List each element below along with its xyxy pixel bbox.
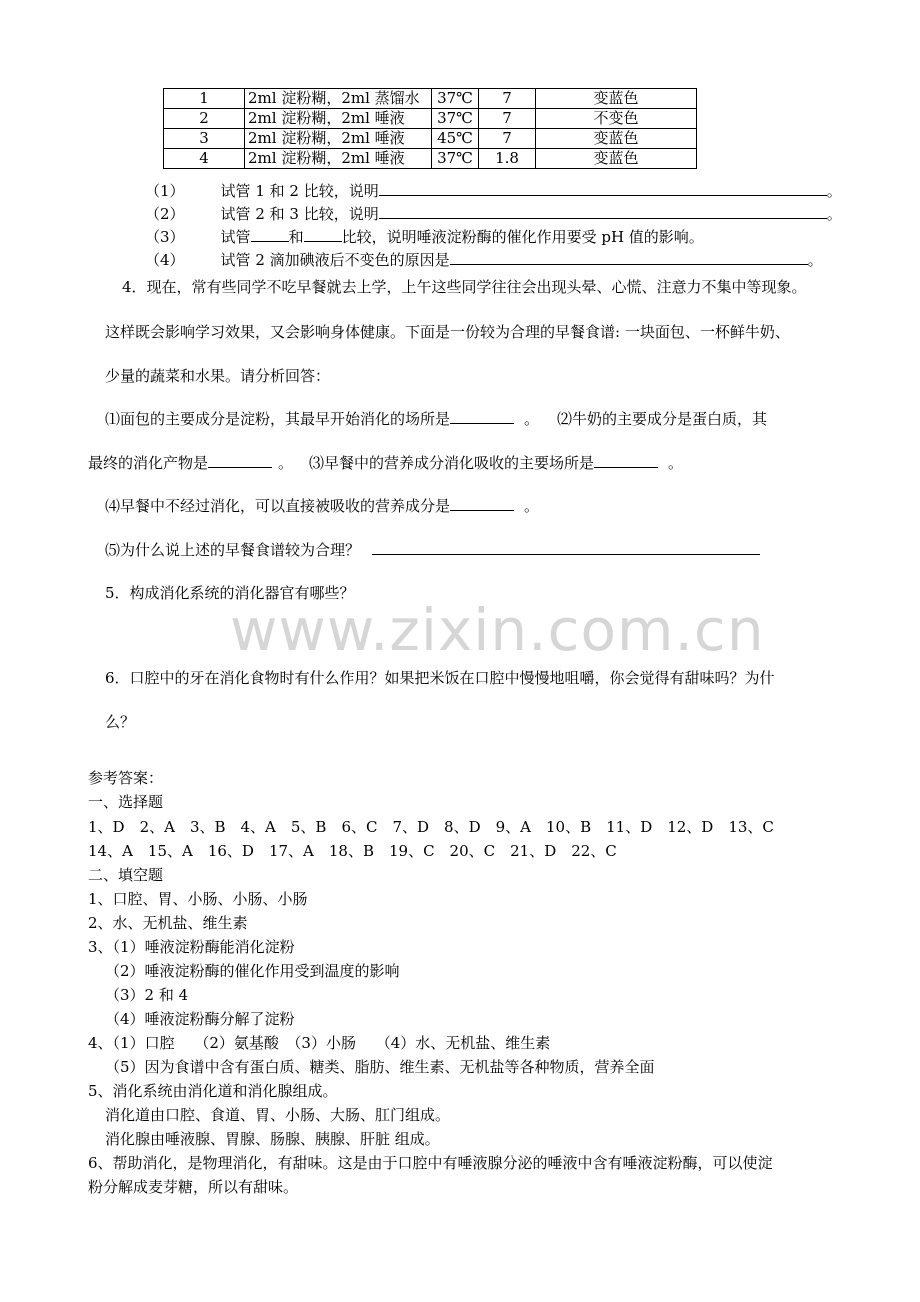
q3-item-4 [145,249,823,270]
answers-choice-line-2: 14、A 15、A 16、D 17、A 18、B 19、C 20、C 21、D 22、C [88,842,617,860]
item-number: （4） [145,251,185,269]
item-number: （2） [145,205,185,223]
answer-blank[interactable] [379,180,827,196]
item-end: 。 [826,205,842,223]
q3-item-3 [145,226,704,247]
table-cell: 变蓝色 [536,89,697,109]
item-text: 试管 2 滴加碘液后不变色的原因是 [220,251,450,269]
q4-part-1 [105,408,767,429]
table-cell: 2ml 淀粉糊，2ml 唾液 [245,149,432,169]
table-cell: 45℃ [432,129,479,149]
q3-item-2 [145,203,842,224]
item-number: （3） [145,228,185,246]
item-number: （1） [145,182,185,200]
table-cell: 2ml 淀粉糊，2ml 蒸馏水 [245,89,432,109]
question-text: ⑸为什么说上述的早餐食谱较为合理？ [105,541,361,559]
answers-section-1-title: 一、选择题 [88,793,164,811]
answer-5-3: 消化腺由唾液腺、胃腺、肠腺、胰腺、肝脏 组成。 [105,1130,440,1148]
answer-blank[interactable] [450,495,514,511]
answer-3-3: （3）2 和 4 [105,986,189,1004]
item-text: 和 [288,228,304,246]
table-row [164,149,697,169]
answers-choice-line-1: 1、D 2、A 3、B 4、A 5、B 6、C 7、D 8、D 9、A 10、B 11、D 12、D 13、C [88,818,774,836]
table-cell: 2ml 淀粉糊，2ml 唾液 [245,129,432,149]
question-text: ⑶早餐中的营养成分消化吸收的主要场所是 [309,454,595,472]
question-text: 。 [524,497,540,515]
answer-blank[interactable] [304,226,342,242]
answer-3-1: 3、（1）唾液淀粉酶能消化淀粉 [88,938,295,956]
table-cell: 37℃ [432,109,479,129]
item-text: 试管 [220,228,251,246]
q4-part-2 [88,452,683,473]
table-row [164,129,697,149]
table-cell: 37℃ [432,89,479,109]
answer-blank[interactable] [450,249,808,265]
table-cell: 不变色 [536,109,697,129]
answers-heading: 参考答案： [88,769,164,787]
q4-line-3: 少量的蔬菜和水果。请分析回答： [105,367,331,385]
answer-4-1: 4、（1）口腔 （2）氨基酸 （3）小肠 （4）水、无机盐、维生素 [88,1034,551,1052]
answers-section-2-title: 二、填空题 [88,866,164,884]
answer-5-1: 5、消化系统由消化道和消化腺组成。 [88,1082,338,1100]
table-cell: 2ml 淀粉糊，2ml 唾液 [245,109,432,129]
item-text: 比较，说明唾液淀粉酶的催化作用要受 pH 值的影响。 [341,228,704,246]
question-text: 最终的消化产物是 [88,454,209,472]
table-cell: 变蓝色 [536,129,697,149]
table-cell: 4 [164,149,245,169]
table-cell: 7 [479,109,536,129]
table-cell: 2 [164,109,245,129]
table-cell: 3 [164,129,245,149]
q3-item-1 [145,180,842,201]
experiment-table [163,88,697,169]
answer-blank[interactable] [594,452,658,468]
answer-3-4: （4）唾液淀粉酶分解了淀粉 [105,1010,295,1028]
answer-5-2: 消化道由口腔、食道、胃、小肠、大肠、肛门组成。 [105,1106,451,1124]
question-text: ⑷早餐中不经过消化，可以直接被吸收的营养成分是 [105,497,451,515]
question-text: ⑵牛奶的主要成分是蛋白质，其 [557,410,768,428]
question-text: 。 [278,454,294,472]
answer-blank[interactable] [379,203,827,219]
answer-6-1: 6、帮助消化，是物理消化，有甜味。这是由于口腔中有唾液腺分泌的唾液中含有唾液淀粉酶，可以使淀 [88,1154,773,1172]
answer-2: 2、水、无机盐、维生素 [88,914,248,932]
table-cell: 37℃ [432,149,479,169]
answer-3-2: （2）唾液淀粉酶的催化作用受到温度的影响 [105,962,400,980]
q6-line-1: 6．口腔中的牙在消化食物时有什么作用？如果把米饭在口腔中慢慢地咀嚼，你会觉得有甜味吗？为什 [105,669,775,687]
q4-line-1: 4．现在，常有些同学不吃早餐就去上学，上午这些同学往往会出现头晕、心慌、注意力不集中等现象。 [122,278,807,296]
answer-blank[interactable] [372,539,760,555]
q6-line-2: 么？ [105,713,136,731]
answer-4-2: （5）因为食谱中含有蛋白质、糖类、脂肪、维生素、无机盐等各种物质，营养全面 [105,1058,655,1076]
question-text: ⑴面包的主要成分是淀粉，其最早开始消化的场所是 [105,410,451,428]
answer-blank[interactable] [450,408,514,424]
answer-1: 1、口腔、胃、小肠、小肠、小肠 [88,890,308,908]
answer-blank[interactable] [208,452,272,468]
table-cell: 7 [479,129,536,149]
question-text: 。 [524,410,540,428]
q4-part-5 [105,539,760,560]
item-text: 试管 2 和 3 比较，说明 [220,205,379,223]
table-row [164,89,697,109]
table-cell: 1 [164,89,245,109]
experiment-table-body [164,89,697,169]
q4-part-4 [105,495,539,516]
item-end: 。 [826,182,842,200]
table-cell: 7 [479,89,536,109]
item-text: 试管 1 和 2 比较，说明 [220,182,379,200]
table-cell: 变蓝色 [536,149,697,169]
q4-line-2: 这样既会影响学习效果，又会影响身体健康。下面是一份较为合理的早餐食谱: 一块面包、一杯鲜牛奶、 [105,323,790,341]
answer-blank[interactable] [251,226,289,242]
q5-text: 5．构成消化系统的消化器官有哪些？ [105,584,355,602]
table-cell: 1.8 [479,149,536,169]
question-text: 。 [668,454,684,472]
table-row [164,109,697,129]
item-end: 。 [807,251,823,269]
watermark: www.zixin.com.cn [230,596,765,664]
answer-6-2: 粉分解成麦芽糖，所以有甜味。 [88,1178,299,1196]
